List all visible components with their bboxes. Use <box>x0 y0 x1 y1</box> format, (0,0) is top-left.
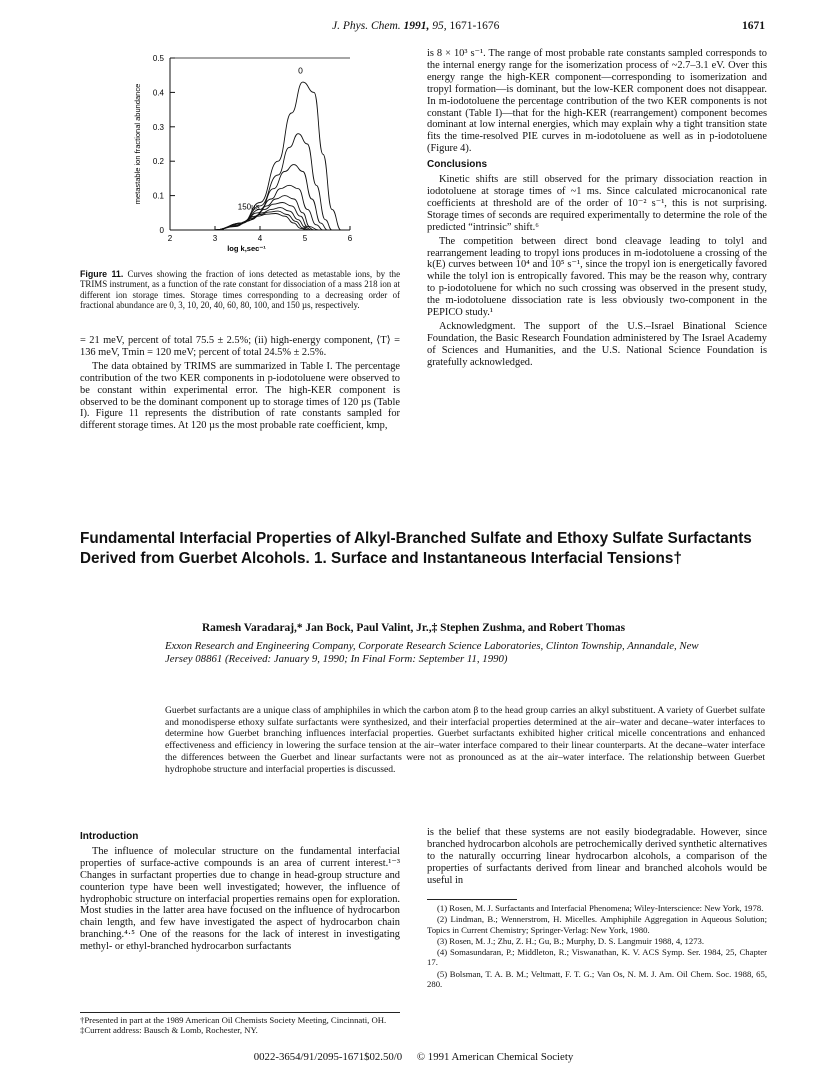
paragraph: is 8 × 10³ s⁻¹. The range of most probable rate constants sampled corresponds to the internal energy range for the isomerization process of ~2.7–3.1 eV. Over this energy range the high-KER component—corresponding to isomerization and tropyl formation—is dominant, but the low-KER component does not disappear. In m-iodotoluene the percentage contribution of the two KER components is not constant (Table I)—that for the high-KER (rearrangement) component becomes dominant at low internal energies, which may explain why a tight transition state fits the time-resolved PIE curves in m-iodotoluene as well as in p-iodotoluene (Figure 4). <box>427 48 767 155</box>
figure-11 <box>118 44 368 268</box>
figure-caption <box>80 269 400 311</box>
reference-item: (4) Somasundaran, P.; Middleton, R.; Viswanathan, K. V. ACS Symp. Ser. 1984, 25, Chapter 17. <box>427 947 767 968</box>
x-tick-label: 4 <box>257 234 263 243</box>
paragraph: = 21 meV, percent of total 75.5 ± 2.5%; (ii) high-energy component, ⟨T⟩ = 136 meV, Tmin = 120 meV; percent of total 24.5% ± 2.5%. <box>80 335 400 358</box>
intro-right-column <box>427 827 767 889</box>
intro-left-column <box>80 827 400 955</box>
x-tick-label: 6 <box>347 234 353 243</box>
y-tick-label: 0 <box>159 226 164 235</box>
figure-caption-label: Figure 11. <box>80 269 124 279</box>
paragraph: is the belief that these systems are not easily biodegradable. However, since branched hydrocarbon alcohols are petrochemically derived synthetic alternatives to the naturally occurring linear hydrocarbon alcohols, a comparison of the properties of surfactants derived from linear and branched alcohols would be useful in <box>427 827 767 886</box>
paragraph: Kinetic shifts are still observed for the primary dissociation reaction in iodotoluene at storage times of ~1 ms. Since calculated microcanonical rate coefficients at threshold are of the order of 10⁻² s⁻¹, this is not surprising. Storage times of seconds are required experimentally to determine the role of the predicted “intrinsic” shift.⁶ <box>427 174 767 233</box>
x-axis-label: log k,sec⁻¹ <box>227 244 266 253</box>
series-line-2 <box>215 165 328 230</box>
footnote-item: ‡Current address: Bausch & Lomb, Rochester, NY. <box>80 1025 258 1036</box>
figure-caption-text: Curves showing the fraction of ions detected as metastable ions, by the TRIMS instrument, as a function of the rate constant for dissociation of a mass 218 ion at different ion storage times. Storage times corresponding to a decreasing order of fractional abundance are 0, 3, 10, 20, 40, 60, 80, 100, and 150 µs, respectively. <box>80 269 401 311</box>
reference-item: (5) Bolsman, T. A. B. M.; Veltmatt, F. T. G.; Van Os, N. M. J. Am. Oil Chem. Soc. 1988, 65, 280. <box>427 968 767 990</box>
left-column-top <box>80 335 400 434</box>
x-tick-label: 2 <box>167 234 173 243</box>
reference-divider <box>427 899 517 900</box>
acknowledgment: Acknowledgment. The support of the U.S.–Israel Binational Science Foundation, the Basic Research Foundation administered by The Israel Academy of Sciences and Humanities, and the U.S. National Science Foundation is gratefully acknowledged. <box>427 320 767 368</box>
article-title: Fundamental Interfacial Properties of Alkyl-Branched Sulfate and Ethoxy Sulfate Surfactants Derived from Guerbet Alcohols. 1. Surface and Instantaneous Interfacial Tensions† <box>80 530 752 567</box>
footnotes <box>80 1015 400 1036</box>
footnote-divider <box>80 1012 400 1013</box>
y-axis-label: metastable ion fractional abundance <box>133 83 142 205</box>
paragraph: The data obtained by TRIMS are summarized in Table I. The percentage contribution of the two KER components in p-iodotoluene were observed to be constant within experimental error. The high-KER component is observed to be the dominant component up to storage times of 120 µs (Table I). Figure 11 represents the distribution of rate constants sampled for different storage times. At 120 µs the most probable rate coefficient, kmp, <box>80 360 400 432</box>
x-tick-label: 3 <box>212 234 218 243</box>
copyright: © 1991 American Chemical Society <box>416 1051 574 1063</box>
series-line-1 <box>215 134 332 230</box>
references <box>427 903 767 990</box>
y-tick-label: 0.4 <box>152 88 164 98</box>
page-footer <box>0 1051 827 1063</box>
y-tick-label: 0.3 <box>152 122 164 132</box>
annotation-150-us: 150µs <box>237 202 260 212</box>
running-header <box>80 20 765 36</box>
y-tick-label: 0.1 <box>152 191 164 201</box>
reference-item: (2) Lindman, B.; Wennerstrom, H. Micelles. Amphiphile Aggregation in Aqueous Solution; Topics in Current Chemistry; Springer-Verlag: New York, 1980. <box>427 914 767 935</box>
y-tick-label: 0.5 <box>152 54 164 63</box>
article-code: 0022-3654/91/2095-1671$02.50/0 <box>253 1051 403 1063</box>
affiliation: Exxon Research and Engineering Company, Corporate Research Science Laboratories, Clinton Township, Annandale, New Jersey 08861 (Received: January 9, 1990; In Final Form: September 11, 1990) <box>165 640 699 665</box>
reference-item: (3) Rosen, M. J.; Zhu, Z. H.; Gu, B.; Murphy, D. S. Langmuir 1988, 4, 1273. <box>437 935 705 946</box>
right-column-top <box>427 48 767 371</box>
annotation-0-us: 0 <box>298 65 303 76</box>
paragraph: The competition between direct bond cleavage leading to tolyl and rearrangement leading to tropyl ions produces in m-iodotoluene a crossing of the k(E) curves between 10⁴ and 10⁵ s⁻¹, since the tropyl ion is energetically favored while the tolyl ion is entropically favored. This may be the reason why, contrary to p-iodotoluene for which no such crossing was observed in the present study, the m-iodotoluene dissociation rate is less obviously two-component in the PEPICO study.¹ <box>427 235 767 319</box>
authors: Ramesh Varadaraj,* Jan Bock, Paul Valint, Jr.,‡ Stephen Zushma, and Robert Thomas <box>201 622 626 634</box>
page-number: 1671 <box>742 20 765 32</box>
introduction-heading: Introduction <box>80 831 139 842</box>
abstract: Guerbet surfactants are a unique class of amphiphiles in which the carbon atom β to the head group carries an alkyl substituent. A variety of Guerbet sulfate and monodisperse ethoxy sulfate surfactants were synthesized, and their interfacial properties determined at the air–water and decane–water interfaces to determine how Guerbet branching influences interfacial properties. Guerbet surfactants exhibited higher critical micelle concentrations and enhanced effectiveness and efficiency in lowering the surface tension at the air–water interface compared to their linear counterparts. At the decane–water interface the differences between the Guerbet and linear surfactants were not as pronounced as at the air–water interface. The relationship between Guerbet hydrophobe structure and interfacial properties is discussed. <box>165 705 765 775</box>
rate-constant-chart <box>118 44 368 268</box>
x-tick-label: 5 <box>302 234 308 243</box>
conclusions-heading: Conclusions <box>427 159 488 171</box>
y-tick-label: 0.2 <box>152 157 164 167</box>
paragraph: The influence of molecular structure on the fundamental interfacial properties of surface-active compounds is an area of current interest.¹⁻³ Changes in surfactant properties due to change in head-group structure and counterion type have been well investigated; however, the influence of hydrophobic structure on interfacial properties remains open for exploration. Most studies in the latter area have focused on the influence of hydrocarbon chain length, and few have investigated the aspect of hydrocarbon chain branching.⁴·⁵ One of the reasons for the lack of interest in investigating methyl- or ethyl-branched hydrocarbon surfactants <box>80 845 400 953</box>
journal-citation: J. Phys. Chem. 1991, 95, 1671-1676 <box>332 20 500 32</box>
footnote-item: †Presented in part at the 1989 American Oil Chemists Society Meeting, Cincinnati, OH. <box>80 1015 387 1025</box>
reference-item: (1) Rosen, M. J. Surfactants and Interfacial Phenomena; Wiley-Interscience: New York, 1978. <box>437 903 764 913</box>
